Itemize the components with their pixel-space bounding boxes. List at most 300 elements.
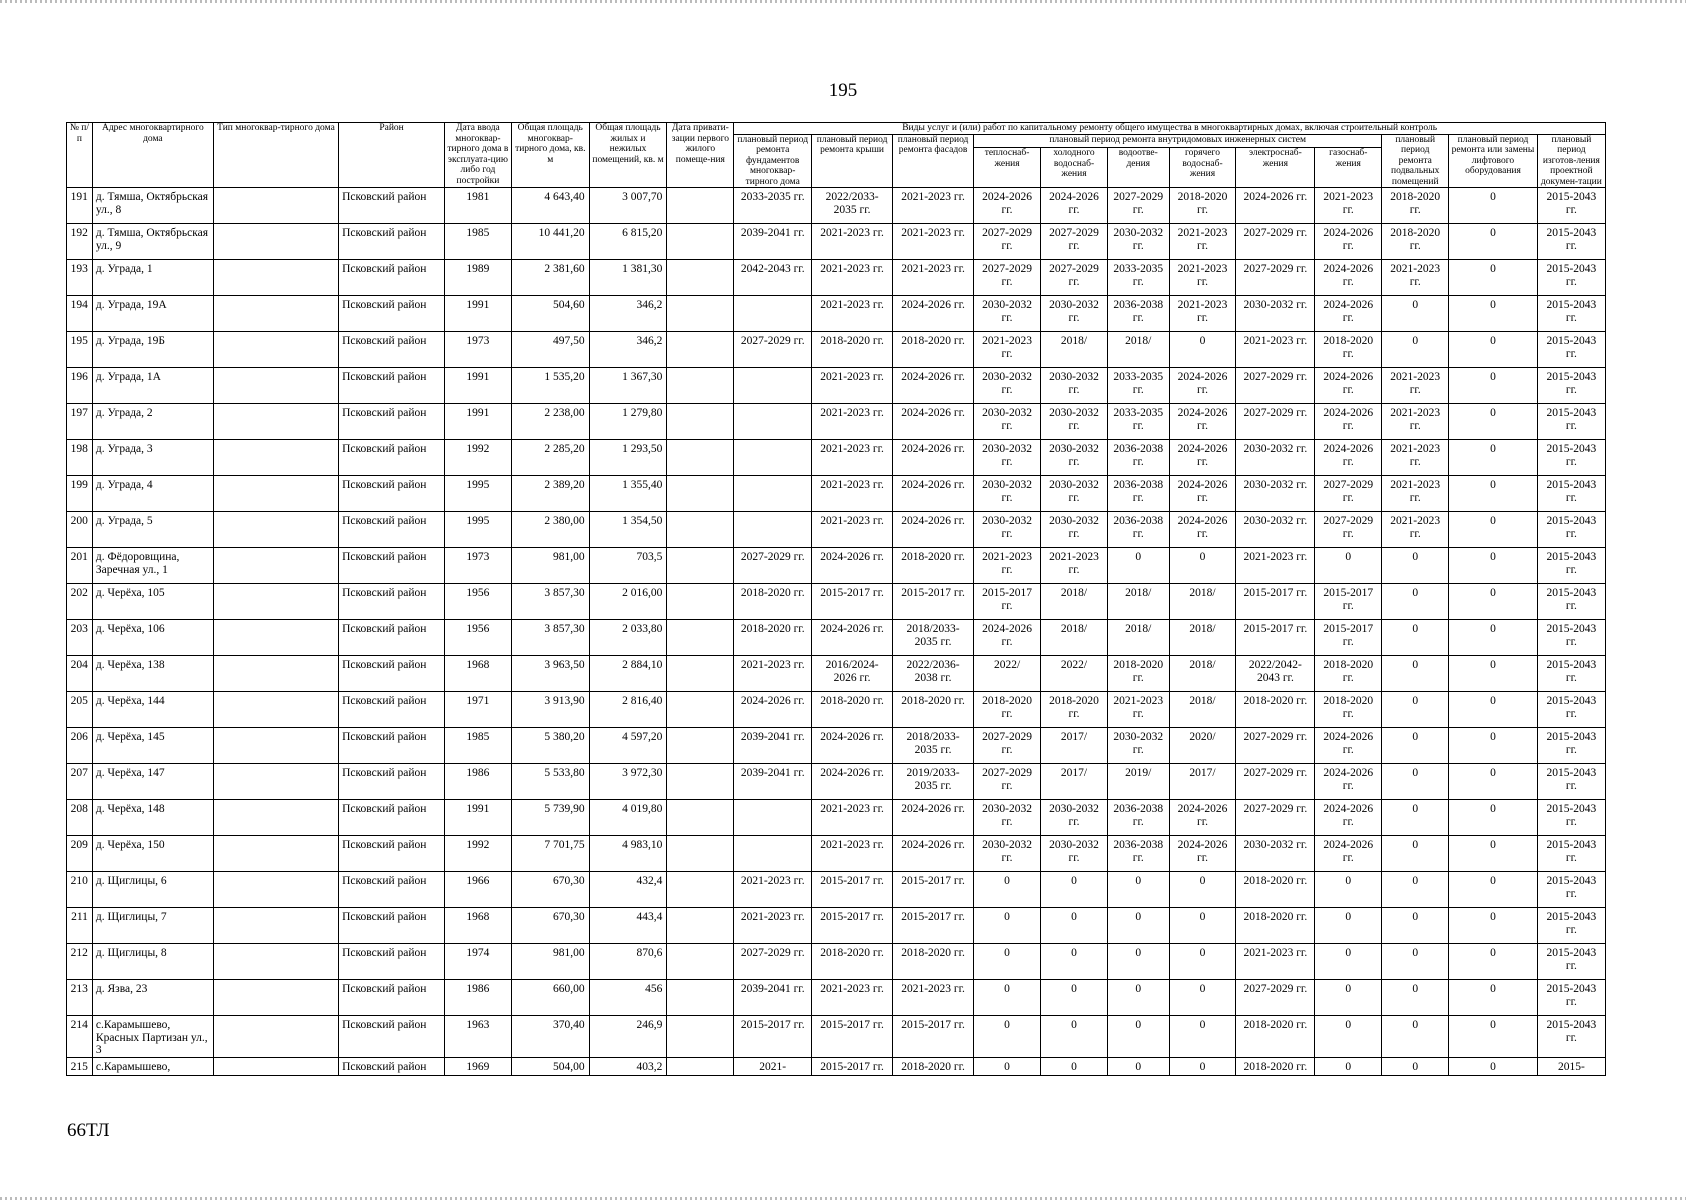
heat-cell: 2030-2032 гг. bbox=[974, 404, 1041, 440]
house-type-cell bbox=[213, 332, 338, 368]
total-area-cell: 5 380,20 bbox=[511, 728, 589, 764]
cold-water-cell: 0 bbox=[1041, 1016, 1108, 1058]
address-cell: д. Черёха, 148 bbox=[92, 800, 213, 836]
foundation-cell: 2021-2023 гг. bbox=[734, 656, 812, 692]
total-area-cell: 1 535,20 bbox=[511, 368, 589, 404]
privatization-cell bbox=[667, 584, 734, 620]
docs-cell: 2015-2043 гг. bbox=[1537, 620, 1605, 656]
page-number: 195 bbox=[828, 80, 858, 101]
house-type-cell bbox=[213, 260, 338, 296]
total-area-cell: 660,00 bbox=[511, 980, 589, 1016]
table-row bbox=[67, 188, 1606, 224]
year-cell: 1973 bbox=[444, 332, 511, 368]
privatization-cell bbox=[667, 872, 734, 908]
facade-cell: 2024-2026 гг. bbox=[893, 296, 974, 332]
row-number: 212 bbox=[67, 944, 93, 980]
elevator-cell: 0 bbox=[1449, 656, 1538, 692]
foundation-cell: 2021- bbox=[734, 1057, 812, 1075]
basement-cell: 0 bbox=[1382, 800, 1449, 836]
year-cell: 1992 bbox=[444, 440, 511, 476]
drainage-cell: 2033-2035 гг. bbox=[1107, 404, 1169, 440]
heat-cell: 2018-2020 гг. bbox=[974, 692, 1041, 728]
house-type-cell bbox=[213, 1016, 338, 1058]
total-area-cell: 504,00 bbox=[511, 1057, 589, 1075]
address-cell: д. Тямша, Октябрьская ул., 8 bbox=[92, 188, 213, 224]
docs-cell: 2015- bbox=[1537, 1057, 1605, 1075]
hot-water-cell: 2024-2026 гг. bbox=[1169, 476, 1236, 512]
cold-water-cell: 2017/ bbox=[1041, 764, 1108, 800]
privatization-cell bbox=[667, 332, 734, 368]
docs-cell: 2015-2043 гг. bbox=[1537, 440, 1605, 476]
basement-cell: 2021-2023 гг. bbox=[1382, 440, 1449, 476]
total-area-cell: 3 857,30 bbox=[511, 584, 589, 620]
privatization-cell bbox=[667, 944, 734, 980]
row-number: 200 bbox=[67, 512, 93, 548]
address-cell: д. Уграда, 19А bbox=[92, 296, 213, 332]
district-cell: Псковский район bbox=[339, 944, 445, 980]
foundation-cell: 2042-2043 гг. bbox=[734, 260, 812, 296]
house-type-cell bbox=[213, 764, 338, 800]
year-cell: 1971 bbox=[444, 692, 511, 728]
hot-water-cell: 2021-2023 гг. bbox=[1169, 296, 1236, 332]
foundation-cell bbox=[734, 800, 812, 836]
basement-cell: 0 bbox=[1382, 296, 1449, 332]
hot-water-cell: 2024-2026 гг. bbox=[1169, 404, 1236, 440]
drainage-cell: 2018/ bbox=[1107, 584, 1169, 620]
basement-cell: 2021-2023 гг. bbox=[1382, 368, 1449, 404]
year-cell: 1974 bbox=[444, 944, 511, 980]
row-number: 196 bbox=[67, 368, 93, 404]
table-body bbox=[67, 188, 1606, 1076]
roof-cell: 2021-2023 гг. bbox=[812, 980, 893, 1016]
foundation-cell: 2021-2023 гг. bbox=[734, 872, 812, 908]
living-area-cell: 1 279,80 bbox=[589, 404, 667, 440]
row-number: 210 bbox=[67, 872, 93, 908]
works-group-header: Виды услуг и (или) работ по капитальному ремонту общего имущества в многоквартирных домах, включая строительный контроль bbox=[734, 123, 1606, 135]
docs-cell: 2015-2043 гг. bbox=[1537, 908, 1605, 944]
gas-cell: 2024-2026 гг. bbox=[1315, 836, 1382, 872]
district-cell: Псковский район bbox=[339, 728, 445, 764]
year-cell: 1991 bbox=[444, 296, 511, 332]
table-row bbox=[67, 584, 1606, 620]
total-area-cell: 370,40 bbox=[511, 1016, 589, 1058]
electric-cell: 2018-2020 гг. bbox=[1236, 1016, 1315, 1058]
year-cell: 1966 bbox=[444, 872, 511, 908]
foundation-cell: 2039-2041 гг. bbox=[734, 224, 812, 260]
total-area-cell: 3 913,90 bbox=[511, 692, 589, 728]
district-cell: Псковский район bbox=[339, 296, 445, 332]
living-area-cell: 1 367,30 bbox=[589, 368, 667, 404]
privatization-cell bbox=[667, 476, 734, 512]
gas-cell: 2024-2026 гг. bbox=[1315, 800, 1382, 836]
district-cell: Псковский район bbox=[339, 476, 445, 512]
address-cell: д. Щиглицы, 6 bbox=[92, 872, 213, 908]
facade-cell: 2024-2026 гг. bbox=[893, 836, 974, 872]
gas-cell: 0 bbox=[1315, 908, 1382, 944]
living-area-cell: 346,2 bbox=[589, 296, 667, 332]
hot-water-cell: 0 bbox=[1169, 980, 1236, 1016]
elevator-cell: 0 bbox=[1449, 980, 1538, 1016]
facade-cell: 2015-2017 гг. bbox=[893, 872, 974, 908]
cold-water-cell: 2017/ bbox=[1041, 728, 1108, 764]
cold-water-cell: 2030-2032 гг. bbox=[1041, 440, 1108, 476]
year-cell: 1981 bbox=[444, 188, 511, 224]
address-cell: д. Щиглицы, 8 bbox=[92, 944, 213, 980]
cold-water-cell: 2024-2026 гг. bbox=[1041, 188, 1108, 224]
table-row bbox=[67, 476, 1606, 512]
privatization-cell bbox=[667, 404, 734, 440]
district-cell: Псковский район bbox=[339, 1016, 445, 1058]
drainage-cell: 2033-2035 гг. bbox=[1107, 260, 1169, 296]
address-cell: д. Уграда, 3 bbox=[92, 440, 213, 476]
house-type-cell bbox=[213, 188, 338, 224]
hot-water-cell: 0 bbox=[1169, 872, 1236, 908]
col-privatization-header: Дата привати-зации первого жилого помеще-ния bbox=[667, 123, 734, 188]
total-area-cell: 981,00 bbox=[511, 944, 589, 980]
foundation-cell: 2039-2041 гг. bbox=[734, 764, 812, 800]
docs-cell: 2015-2043 гг. bbox=[1537, 224, 1605, 260]
address-cell: д. Черёха, 105 bbox=[92, 584, 213, 620]
year-cell: 1963 bbox=[444, 1016, 511, 1058]
elevator-cell: 0 bbox=[1449, 296, 1538, 332]
row-number: 203 bbox=[67, 620, 93, 656]
basement-cell: 0 bbox=[1382, 980, 1449, 1016]
hot-water-cell: 0 bbox=[1169, 1057, 1236, 1075]
drainage-cell: 0 bbox=[1107, 872, 1169, 908]
year-cell: 1973 bbox=[444, 548, 511, 584]
electric-cell: 2024-2026 гг. bbox=[1236, 188, 1315, 224]
basement-cell: 0 bbox=[1382, 728, 1449, 764]
cold-water-cell: 2018/ bbox=[1041, 332, 1108, 368]
district-cell: Псковский район bbox=[339, 872, 445, 908]
district-cell: Псковский район bbox=[339, 980, 445, 1016]
house-type-cell bbox=[213, 728, 338, 764]
basement-cell: 0 bbox=[1382, 548, 1449, 584]
district-cell: Псковский район bbox=[339, 1057, 445, 1075]
heat-cell: 2027-2029 гг. bbox=[974, 764, 1041, 800]
hot-water-cell: 2024-2026 гг. bbox=[1169, 800, 1236, 836]
docs-cell: 2015-2043 гг. bbox=[1537, 980, 1605, 1016]
elevator-cell: 0 bbox=[1449, 188, 1538, 224]
heat-cell: 2030-2032 гг. bbox=[974, 440, 1041, 476]
drainage-cell: 2036-2038 гг. bbox=[1107, 512, 1169, 548]
roof-cell: 2018-2020 гг. bbox=[812, 332, 893, 368]
docs-cell: 2015-2043 гг. bbox=[1537, 296, 1605, 332]
hot-water-cell: 2024-2026 гг. bbox=[1169, 836, 1236, 872]
electric-cell: 2015-2017 гг. bbox=[1236, 584, 1315, 620]
row-number: 205 bbox=[67, 692, 93, 728]
facade-cell: 2018-2020 гг. bbox=[893, 332, 974, 368]
heat-cell: 2027-2029 гг. bbox=[974, 260, 1041, 296]
district-cell: Псковский район bbox=[339, 692, 445, 728]
total-area-cell: 497,50 bbox=[511, 332, 589, 368]
cold-water-cell: 0 bbox=[1041, 944, 1108, 980]
facade-cell: 2018-2020 гг. bbox=[893, 548, 974, 584]
living-area-cell: 346,2 bbox=[589, 332, 667, 368]
roof-cell: 2024-2026 гг. bbox=[812, 620, 893, 656]
district-cell: Псковский район bbox=[339, 512, 445, 548]
address-cell: д. Уграда, 4 bbox=[92, 476, 213, 512]
drainage-cell: 0 bbox=[1107, 944, 1169, 980]
total-area-cell: 2 380,00 bbox=[511, 512, 589, 548]
col-electric-header: электроснаб-жения bbox=[1236, 148, 1315, 188]
roof-cell: 2021-2023 гг. bbox=[812, 404, 893, 440]
col-cold-water-header: холодного водоснаб-жения bbox=[1041, 148, 1108, 188]
foundation-cell: 2015-2017 гг. bbox=[734, 1016, 812, 1058]
cold-water-cell: 2022/ bbox=[1041, 656, 1108, 692]
docs-cell: 2015-2043 гг. bbox=[1537, 404, 1605, 440]
living-area-cell: 1 293,50 bbox=[589, 440, 667, 476]
address-cell: д. Уграда, 2 bbox=[92, 404, 213, 440]
privatization-cell bbox=[667, 224, 734, 260]
cold-water-cell: 2018/ bbox=[1041, 584, 1108, 620]
facade-cell: 2015-2017 гг. bbox=[893, 1016, 974, 1058]
docs-cell: 2015-2043 гг. bbox=[1537, 656, 1605, 692]
table-row bbox=[67, 548, 1606, 584]
privatization-cell bbox=[667, 1016, 734, 1058]
drainage-cell: 2036-2038 гг. bbox=[1107, 836, 1169, 872]
facade-cell: 2024-2026 гг. bbox=[893, 368, 974, 404]
col-living-area-header: Общая площадь жилых и нежилых помещений, кв. м bbox=[589, 123, 667, 188]
heat-cell: 2027-2029 гг. bbox=[974, 728, 1041, 764]
roof-cell: 2018-2020 гг. bbox=[812, 944, 893, 980]
privatization-cell bbox=[667, 260, 734, 296]
gas-cell: 2024-2026 гг. bbox=[1315, 296, 1382, 332]
year-cell: 1968 bbox=[444, 908, 511, 944]
roof-cell: 2024-2026 гг. bbox=[812, 764, 893, 800]
house-type-cell bbox=[213, 224, 338, 260]
heat-cell: 2022/ bbox=[974, 656, 1041, 692]
district-cell: Псковский район bbox=[339, 332, 445, 368]
table-row bbox=[67, 1016, 1606, 1058]
foundation-cell: 2024-2026 гг. bbox=[734, 692, 812, 728]
heat-cell: 2027-2029 гг. bbox=[974, 224, 1041, 260]
drainage-cell: 2036-2038 гг. bbox=[1107, 800, 1169, 836]
foundation-cell: 2039-2041 гг. bbox=[734, 728, 812, 764]
living-area-cell: 443,4 bbox=[589, 908, 667, 944]
basement-cell: 0 bbox=[1382, 656, 1449, 692]
electric-cell: 2030-2032 гг. bbox=[1236, 512, 1315, 548]
cold-water-cell: 2030-2032 гг. bbox=[1041, 368, 1108, 404]
cold-water-cell: 2030-2032 гг. bbox=[1041, 404, 1108, 440]
roof-cell: 2021-2023 гг. bbox=[812, 512, 893, 548]
total-area-cell: 670,30 bbox=[511, 872, 589, 908]
foundation-cell: 2027-2029 гг. bbox=[734, 548, 812, 584]
table-row bbox=[67, 764, 1606, 800]
year-cell: 1986 bbox=[444, 764, 511, 800]
table-row bbox=[67, 980, 1606, 1016]
cold-water-cell: 2030-2032 гг. bbox=[1041, 836, 1108, 872]
house-type-cell bbox=[213, 656, 338, 692]
gas-cell: 2027-2029 гг. bbox=[1315, 476, 1382, 512]
gas-cell: 2018-2020 гг. bbox=[1315, 656, 1382, 692]
privatization-cell bbox=[667, 692, 734, 728]
gas-cell: 2024-2026 гг. bbox=[1315, 440, 1382, 476]
engineering-group-header: плановый период ремонта внутридомовых инженерных систем bbox=[974, 134, 1382, 148]
cold-water-cell: 2030-2032 гг. bbox=[1041, 512, 1108, 548]
docs-cell: 2015-2043 гг. bbox=[1537, 476, 1605, 512]
house-type-cell bbox=[213, 908, 338, 944]
foundation-cell: 2018-2020 гг. bbox=[734, 584, 812, 620]
facade-cell: 2018-2020 гг. bbox=[893, 944, 974, 980]
living-area-cell: 432,4 bbox=[589, 872, 667, 908]
docs-cell: 2015-2043 гг. bbox=[1537, 764, 1605, 800]
docs-cell: 2015-2043 гг. bbox=[1537, 692, 1605, 728]
roof-cell: 2022/2033-2035 гг. bbox=[812, 188, 893, 224]
row-number: 194 bbox=[67, 296, 93, 332]
hot-water-cell: 2024-2026 гг. bbox=[1169, 368, 1236, 404]
year-cell: 1991 bbox=[444, 800, 511, 836]
hot-water-cell: 2018/ bbox=[1169, 584, 1236, 620]
living-area-cell: 2 033,80 bbox=[589, 620, 667, 656]
heat-cell: 2030-2032 гг. bbox=[974, 512, 1041, 548]
year-cell: 1991 bbox=[444, 368, 511, 404]
privatization-cell bbox=[667, 296, 734, 332]
facade-cell: 2018/2033-2035 гг. bbox=[893, 620, 974, 656]
living-area-cell: 703,5 bbox=[589, 548, 667, 584]
privatization-cell bbox=[667, 656, 734, 692]
roof-cell: 2015-2017 гг. bbox=[812, 584, 893, 620]
facade-cell: 2018/2033-2035 гг. bbox=[893, 728, 974, 764]
total-area-cell: 2 389,20 bbox=[511, 476, 589, 512]
district-cell: Псковский район bbox=[339, 404, 445, 440]
row-number: 197 bbox=[67, 404, 93, 440]
elevator-cell: 0 bbox=[1449, 728, 1538, 764]
heat-cell: 2030-2032 гг. bbox=[974, 368, 1041, 404]
foundation-cell: 2027-2029 гг. bbox=[734, 944, 812, 980]
foundation-cell bbox=[734, 368, 812, 404]
docs-cell: 2015-2043 гг. bbox=[1537, 728, 1605, 764]
privatization-cell bbox=[667, 908, 734, 944]
gas-cell: 2021-2023 гг. bbox=[1315, 188, 1382, 224]
table-row bbox=[67, 800, 1606, 836]
table-row bbox=[67, 656, 1606, 692]
foundation-cell bbox=[734, 512, 812, 548]
basement-cell: 2018-2020 гг. bbox=[1382, 224, 1449, 260]
basement-cell: 0 bbox=[1382, 872, 1449, 908]
col-gas-header: газоснаб-жения bbox=[1315, 148, 1382, 188]
elevator-cell: 0 bbox=[1449, 908, 1538, 944]
basement-cell: 0 bbox=[1382, 692, 1449, 728]
docs-cell: 2015-2043 гг. bbox=[1537, 800, 1605, 836]
heat-cell: 0 bbox=[974, 1016, 1041, 1058]
heat-cell: 2021-2023 гг. bbox=[974, 548, 1041, 584]
electric-cell: 2027-2029 гг. bbox=[1236, 728, 1315, 764]
col-district-header: Район bbox=[339, 123, 445, 188]
district-cell: Псковский район bbox=[339, 800, 445, 836]
living-area-cell: 870,6 bbox=[589, 944, 667, 980]
row-number: 211 bbox=[67, 908, 93, 944]
address-cell: д. Уграда, 19Б bbox=[92, 332, 213, 368]
gas-cell: 2015-2017 гг. bbox=[1315, 584, 1382, 620]
total-area-cell: 2 381,60 bbox=[511, 260, 589, 296]
foundation-cell: 2033-2035 гг. bbox=[734, 188, 812, 224]
hot-water-cell: 2021-2023 гг. bbox=[1169, 224, 1236, 260]
living-area-cell: 1 381,30 bbox=[589, 260, 667, 296]
drainage-cell: 2018-2020 гг. bbox=[1107, 656, 1169, 692]
address-cell: д. Тямша, Октябрьская ул., 9 bbox=[92, 224, 213, 260]
year-cell: 1985 bbox=[444, 728, 511, 764]
col-docs-header: плановый период изготов-ления проектной докумен-тации bbox=[1537, 134, 1605, 188]
address-cell: д. Черёха, 144 bbox=[92, 692, 213, 728]
facade-cell: 2024-2026 гг. bbox=[893, 404, 974, 440]
elevator-cell: 0 bbox=[1449, 368, 1538, 404]
total-area-cell: 670,30 bbox=[511, 908, 589, 944]
drainage-cell: 2036-2038 гг. bbox=[1107, 476, 1169, 512]
docs-cell: 2015-2043 гг. bbox=[1537, 188, 1605, 224]
electric-cell: 2027-2029 гг. bbox=[1236, 980, 1315, 1016]
roof-cell: 2018-2020 гг. bbox=[812, 692, 893, 728]
foundation-cell bbox=[734, 440, 812, 476]
house-type-cell bbox=[213, 512, 338, 548]
elevator-cell: 0 bbox=[1449, 548, 1538, 584]
capital-repair-table bbox=[66, 122, 1606, 1076]
house-type-cell bbox=[213, 548, 338, 584]
basement-cell: 0 bbox=[1382, 836, 1449, 872]
row-number: 198 bbox=[67, 440, 93, 476]
gas-cell: 2024-2026 гг. bbox=[1315, 728, 1382, 764]
col-facade-header: плановый период ремонта фасадов bbox=[893, 134, 974, 188]
address-cell: д. Черёха, 147 bbox=[92, 764, 213, 800]
col-foundation-header: плановый период ремонта фундаментов многоквар-тирного дома bbox=[734, 134, 812, 188]
living-area-cell: 403,2 bbox=[589, 1057, 667, 1075]
table-row bbox=[67, 440, 1606, 476]
hot-water-cell: 2024-2026 гг. bbox=[1169, 440, 1236, 476]
cold-water-cell: 0 bbox=[1041, 872, 1108, 908]
elevator-cell: 0 bbox=[1449, 944, 1538, 980]
living-area-cell: 1 354,50 bbox=[589, 512, 667, 548]
basement-cell: 2021-2023 гг. bbox=[1382, 476, 1449, 512]
address-cell: д. Черёха, 106 bbox=[92, 620, 213, 656]
basement-cell: 2018-2020 гг. bbox=[1382, 188, 1449, 224]
table-row bbox=[67, 296, 1606, 332]
total-area-cell: 5 739,90 bbox=[511, 800, 589, 836]
hot-water-cell: 2018/ bbox=[1169, 656, 1236, 692]
roof-cell: 2024-2026 гг. bbox=[812, 548, 893, 584]
living-area-cell: 1 355,40 bbox=[589, 476, 667, 512]
elevator-cell: 0 bbox=[1449, 476, 1538, 512]
heat-cell: 2015-2017 гг. bbox=[974, 584, 1041, 620]
cold-water-cell: 0 bbox=[1041, 908, 1108, 944]
address-cell: д. Уграда, 1 bbox=[92, 260, 213, 296]
privatization-cell bbox=[667, 548, 734, 584]
cold-water-cell: 2021-2023 гг. bbox=[1041, 548, 1108, 584]
electric-cell: 2015-2017 гг. bbox=[1236, 620, 1315, 656]
district-cell: Псковский район bbox=[339, 188, 445, 224]
address-cell: д. Черёха, 150 bbox=[92, 836, 213, 872]
elevator-cell: 0 bbox=[1449, 1016, 1538, 1058]
electric-cell: 2027-2029 гг. bbox=[1236, 368, 1315, 404]
house-type-cell bbox=[213, 1057, 338, 1075]
house-type-cell bbox=[213, 296, 338, 332]
gas-cell: 2024-2026 гг. bbox=[1315, 368, 1382, 404]
elevator-cell: 0 bbox=[1449, 872, 1538, 908]
house-type-cell bbox=[213, 404, 338, 440]
facade-cell: 2018-2020 гг. bbox=[893, 692, 974, 728]
col-hot-water-header: горячего водоснаб-жения bbox=[1169, 148, 1236, 188]
electric-cell: 2018-2020 гг. bbox=[1236, 872, 1315, 908]
privatization-cell bbox=[667, 620, 734, 656]
row-number: 191 bbox=[67, 188, 93, 224]
row-number: 201 bbox=[67, 548, 93, 584]
docs-cell: 2015-2043 гг. bbox=[1537, 944, 1605, 980]
roof-cell: 2021-2023 гг. bbox=[812, 836, 893, 872]
year-cell: 1968 bbox=[444, 656, 511, 692]
living-area-cell: 2 816,40 bbox=[589, 692, 667, 728]
year-cell: 1986 bbox=[444, 980, 511, 1016]
living-area-cell: 2 884,10 bbox=[589, 656, 667, 692]
table-row bbox=[67, 944, 1606, 980]
